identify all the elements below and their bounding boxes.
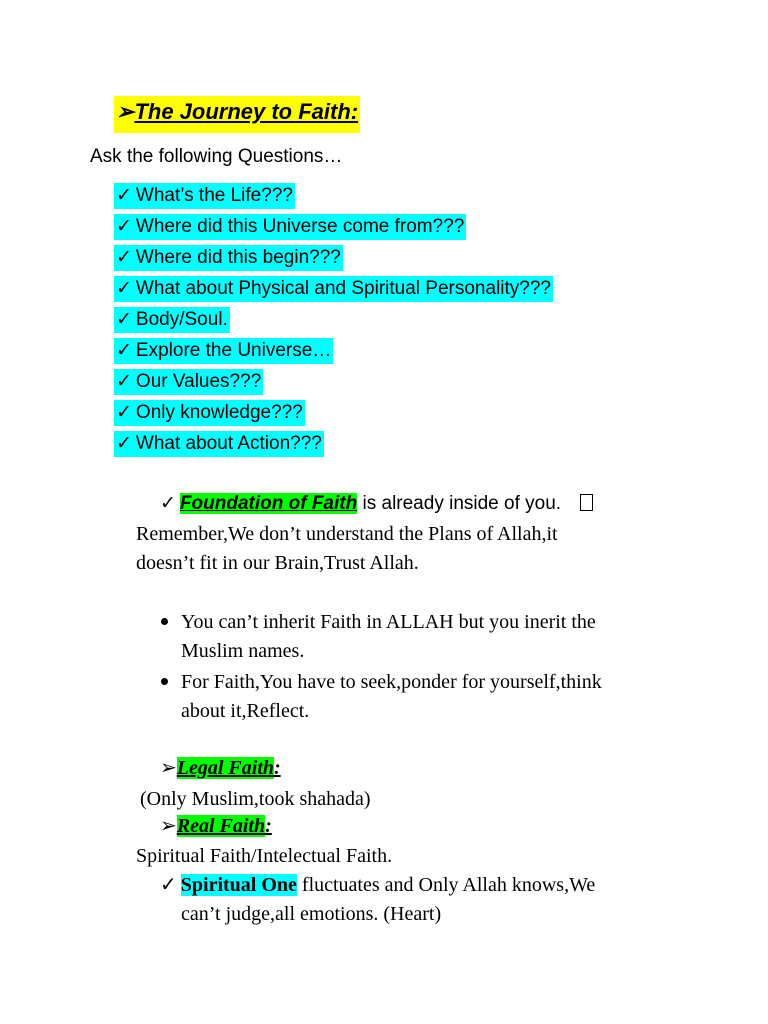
- foundation-line: [160, 491, 593, 517]
- bullet-line: You can’t inherit Faith in ALLAH but you inerit the: [181, 611, 596, 633]
- bullet-icon: [161, 678, 168, 685]
- check-icon: ✓: [116, 340, 132, 361]
- bullet-icon: [161, 618, 168, 625]
- real-faith-label: Real Faith: [176, 815, 266, 837]
- question-text: What’s the Life???: [135, 185, 293, 206]
- page-title: The Journey to Faith:: [134, 99, 359, 124]
- spiritual-line1: [160, 872, 595, 898]
- legal-faith-colon: :: [274, 757, 281, 779]
- question-text: Where did this begin???: [135, 247, 341, 268]
- arrow-icon: ➢: [160, 815, 177, 837]
- question-text: What about Action???: [135, 433, 322, 454]
- check-icon: ✓: [116, 278, 132, 299]
- question-item: [114, 276, 553, 302]
- question-item: [114, 214, 466, 240]
- check-icon: ✓: [116, 309, 132, 330]
- check-icon: ✓: [116, 216, 132, 237]
- foundation-text-line1: Remember,We don’t understand the Plans of Allah,it: [136, 523, 558, 545]
- question-text: Explore the Universe…: [135, 340, 332, 361]
- spiritual-label: Spiritual One: [180, 874, 297, 896]
- question-item: [114, 183, 295, 209]
- check-icon: ✓: [116, 185, 132, 206]
- question-item: [114, 431, 324, 457]
- question-item: [114, 338, 333, 364]
- bullet-line: about it,Reflect.: [181, 700, 310, 722]
- spiritual-rest: fluctuates and Only Allah knows,We: [296, 874, 596, 896]
- intro-text: Ask the following Questions…: [90, 146, 343, 167]
- heading: [114, 96, 360, 128]
- check-icon: ✓: [116, 402, 132, 423]
- check-icon: ✓: [116, 433, 132, 454]
- question-item: [114, 245, 343, 271]
- bullet-line: Muslim names.: [181, 640, 305, 662]
- question-text: Only knowledge???: [135, 402, 303, 423]
- check-icon: ✓: [116, 247, 132, 268]
- check-icon: ✓: [116, 371, 132, 392]
- real-faith-heading: [160, 813, 272, 839]
- arrow-icon: ➢: [116, 99, 135, 124]
- legal-faith-desc: (Only Muslim,took shahada): [140, 788, 371, 810]
- arrow-icon: ➢: [160, 757, 177, 779]
- bullet-line: For Faith,You have to seek,ponder for yourself,think: [181, 671, 602, 693]
- check-icon: ✓: [160, 874, 177, 896]
- foundation-highlight: Foundation of Faith: [179, 493, 358, 514]
- foundation-text-line2: doesn’t fit in our Brain,Trust Allah.: [136, 552, 419, 574]
- question-text: What about Physical and Spiritual Personality???: [135, 278, 551, 299]
- spiritual-line2: can’t judge,all emotions. (Heart): [181, 903, 442, 925]
- question-text: Body/Soul.: [135, 309, 228, 330]
- question-text: Our Values???: [135, 371, 262, 392]
- check-icon: ✓: [160, 493, 176, 514]
- question-item: [114, 307, 230, 333]
- question-item: [114, 369, 263, 395]
- foundation-rest: is already inside of you.: [357, 493, 562, 514]
- heading-highlight: [114, 96, 360, 133]
- placeholder-box-icon: [580, 494, 593, 511]
- legal-faith-heading: [160, 755, 281, 781]
- real-faith-desc: Spiritual Faith/Intelectual Faith.: [136, 845, 393, 867]
- real-faith-colon: :: [265, 815, 272, 837]
- legal-faith-label: Legal Faith: [176, 757, 274, 779]
- question-text: Where did this Universe come from???: [135, 216, 465, 237]
- question-item: [114, 400, 305, 426]
